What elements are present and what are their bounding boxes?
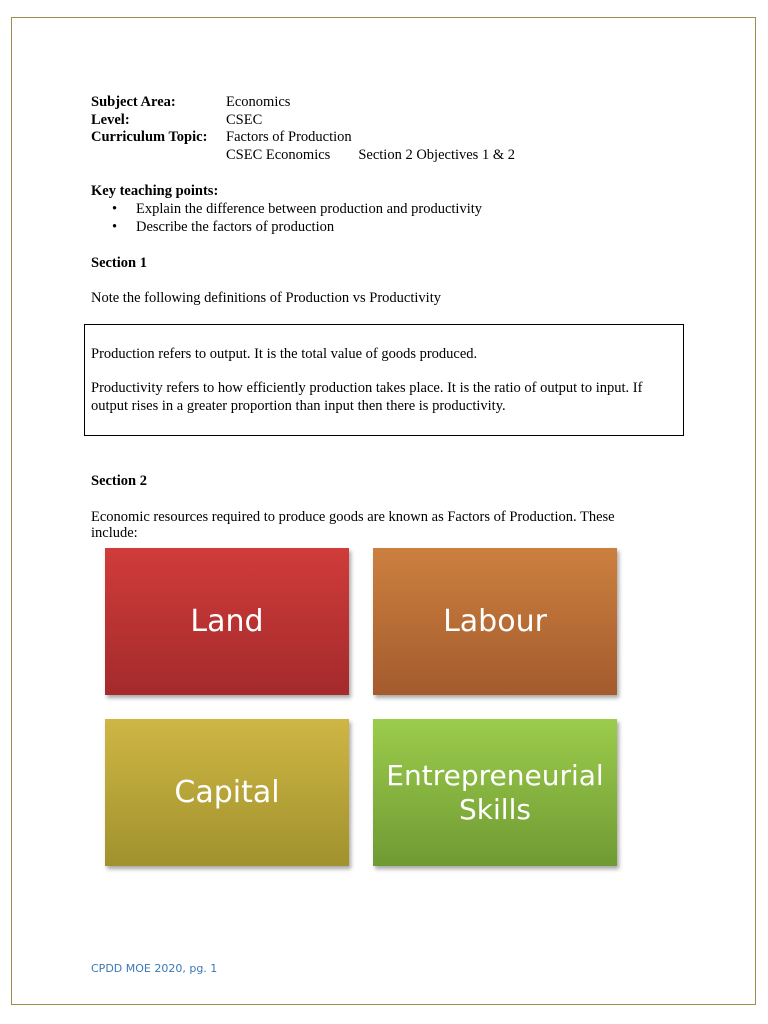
- list-item: • Describe the factors of production: [112, 219, 335, 235]
- bullet-icon: •: [112, 201, 118, 217]
- lesson-meta: [91, 94, 515, 164]
- definitions-box: [84, 324, 684, 436]
- section1-heading: Section 1: [91, 255, 147, 271]
- factor-label: Labour: [443, 603, 547, 639]
- level-label: Level:: [91, 111, 130, 128]
- level-row: [91, 112, 515, 130]
- topic-label: Curriculum Topic:: [91, 129, 208, 145]
- factor-tile-capital: [105, 719, 349, 866]
- production-definition: Production refers to output. It is the total value of goods produced.: [91, 346, 478, 362]
- topic-row: [91, 129, 515, 147]
- factor-label: Entrepreneurial Skills: [386, 758, 604, 826]
- topic-sub-1: CSEC Economics: [226, 146, 331, 163]
- list-item: • Explain the difference between production and productivity: [112, 201, 483, 217]
- key-points-title: Key teaching points:: [91, 183, 219, 199]
- topic-sub-2: Section 2 Objectives 1 & 2: [358, 146, 515, 163]
- bullet-icon: •: [112, 219, 118, 235]
- factor-tile-land: [105, 548, 349, 695]
- section2-heading: Section 2: [91, 473, 147, 489]
- productivity-definition: Productivity refers to how efficiently production takes place. It is the ratio of output to input. If output rises in a greater proportion than input then there is productivity.: [91, 380, 643, 414]
- page-footer: CPDD MOE 2020, pg. 1: [91, 962, 218, 975]
- factor-tile-labour: [373, 548, 617, 695]
- topic-value: Factors of Production: [226, 129, 352, 145]
- level-value: CSEC: [226, 111, 263, 128]
- section1-note: Note the following definitions of Production vs Productivity: [91, 290, 441, 306]
- topic-sub-row: [91, 147, 515, 165]
- subject-row: [91, 94, 515, 112]
- factor-label: Capital: [174, 774, 280, 810]
- subject-value: Economics: [226, 94, 291, 110]
- key-points-list: [112, 200, 482, 236]
- subject-label: Subject Area:: [91, 94, 176, 110]
- factor-tile-entrepreneurial-skills: [373, 719, 617, 866]
- factor-label: Land: [190, 603, 264, 639]
- section2-intro: Economic resources required to produce goods are known as Factors of Production. These include:: [91, 509, 615, 541]
